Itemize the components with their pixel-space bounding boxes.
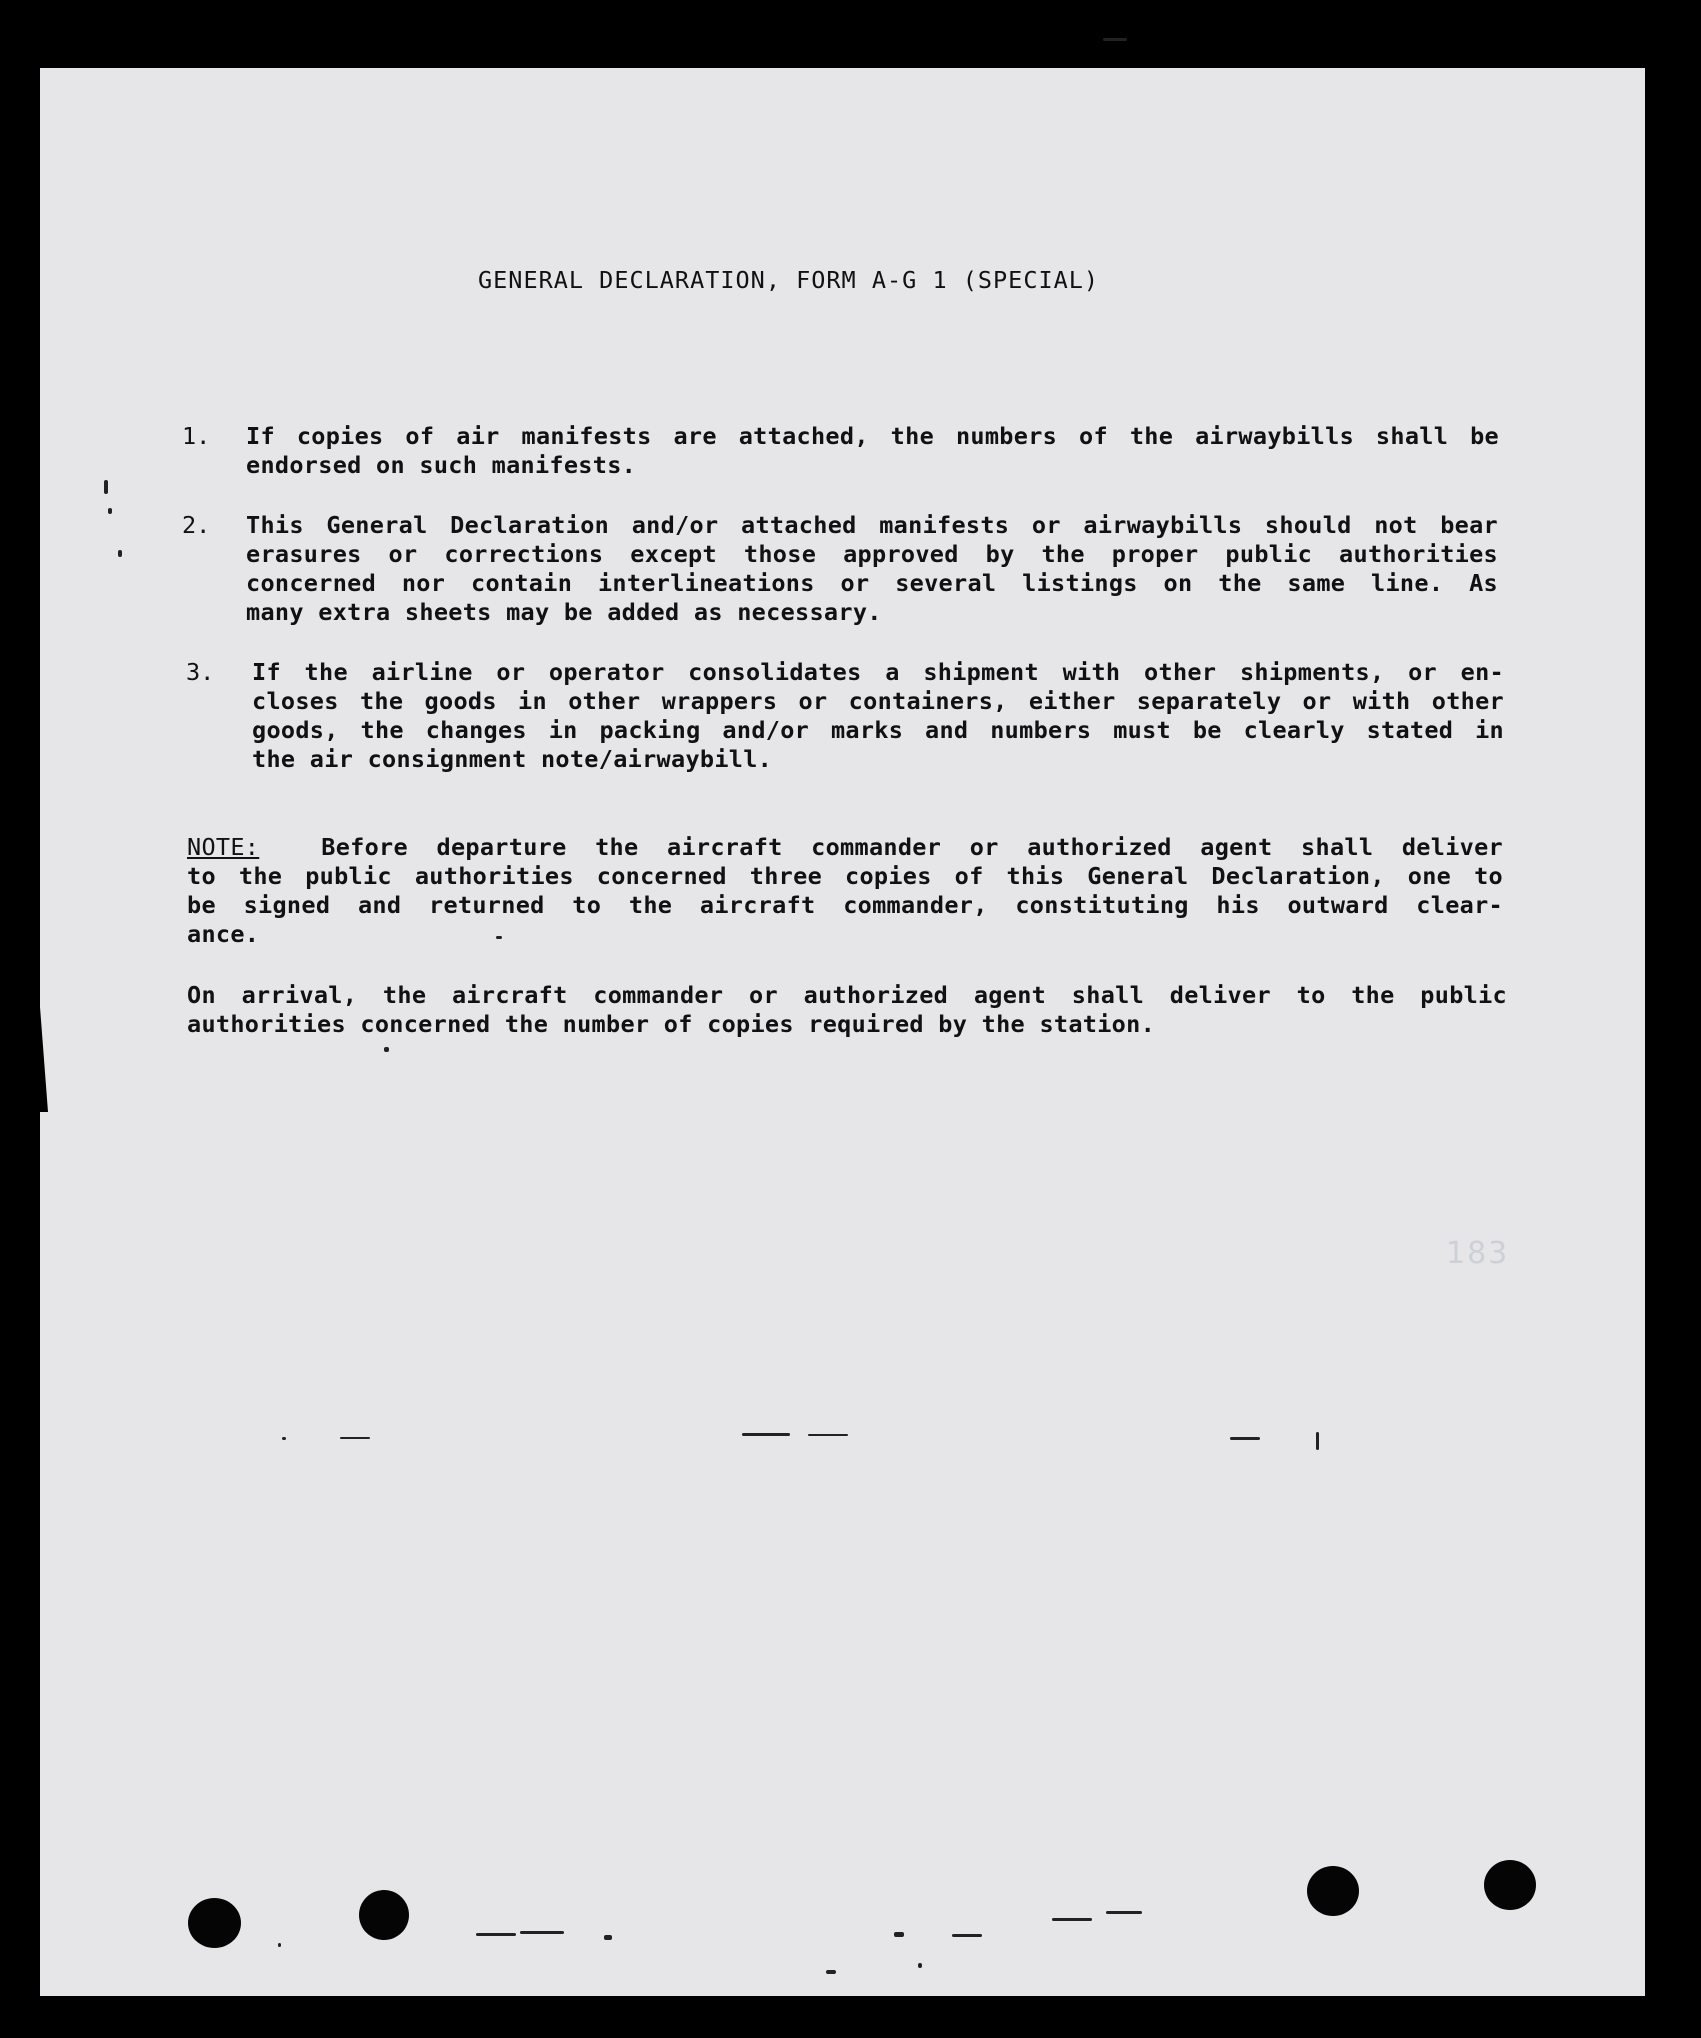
speck <box>918 1963 922 1968</box>
note-line-4: ance. <box>187 920 260 948</box>
item-3-number: 3. <box>186 658 215 686</box>
punch-hole <box>188 1898 241 1948</box>
item-2-number: 2. <box>182 511 211 539</box>
note-line-1 <box>187 833 1503 862</box>
item-1-text <box>246 422 1499 480</box>
note-paragraph <box>187 833 1503 949</box>
speck <box>1316 1432 1319 1450</box>
speck <box>1106 1911 1142 1914</box>
note-line-2: to the public authorities concerned three copies of this General Declaration, one to <box>187 862 1503 890</box>
note-first-line: Before departure the aircraft commander or authorized agent shall deliver <box>321 833 1503 861</box>
speck <box>808 1434 848 1436</box>
item-2-line-2: erasures or corrections except those approved by the proper public authorities <box>246 540 1498 568</box>
speck <box>476 1933 516 1936</box>
item-2-line-3: concerned nor contain interlineations or several listings on the same line. As <box>246 569 1498 597</box>
speck <box>384 1047 389 1052</box>
item-2-line-1: This General Declaration and/or attached manifests or airwaybills should not bear <box>246 511 1498 539</box>
item-3-line-1: If the airline or operator consolidates a shipment with other shipments, or en- <box>252 658 1504 686</box>
speck <box>278 1943 281 1947</box>
margin-speck <box>108 508 112 514</box>
item-3-line-4: the air consignment note/airwaybill. <box>252 745 773 773</box>
item-2-line-4: many extra sheets may be added as necessary. <box>246 598 882 626</box>
speck <box>826 1970 836 1974</box>
speck <box>1103 38 1127 41</box>
speck <box>894 1932 904 1937</box>
speck <box>1052 1918 1092 1921</box>
item-3-line-3: goods, the changes in packing and/or marks and numbers must be clearly stated in <box>252 716 1504 744</box>
punch-hole <box>1484 1860 1536 1910</box>
speck <box>520 1931 564 1934</box>
note-line-3: be signed and returned to the aircraft commander, constituting his outward clear- <box>187 891 1503 919</box>
margin-page-mark: 183 <box>1446 1236 1510 1271</box>
margin-speck <box>118 550 122 557</box>
arrival-line-1: On arrival, the aircraft commander or authorized agent shall deliver to the public <box>187 981 1507 1009</box>
speck <box>282 1437 286 1440</box>
speck <box>340 1437 370 1439</box>
item-1-number: 1. <box>182 422 211 450</box>
arrival-line-2: authorities concerned the number of copies required by the station. <box>187 1010 1156 1038</box>
speck <box>496 936 502 939</box>
item-1-line-1: If copies of air manifests are attached, the numbers of the airwaybills shall be <box>246 422 1499 450</box>
note-label: NOTE: <box>187 833 260 861</box>
speck <box>742 1433 790 1436</box>
document-title: GENERAL DECLARATION, FORM A-G 1 (SPECIAL) <box>478 266 1100 294</box>
speck <box>1230 1437 1260 1440</box>
item-3-text <box>252 658 1504 774</box>
margin-speck <box>104 480 108 494</box>
punch-hole <box>1307 1866 1359 1916</box>
speck <box>952 1934 982 1937</box>
arrival-paragraph <box>187 981 1507 1039</box>
item-3-line-2: closes the goods in other wrappers or containers, either separately or with other <box>252 687 1504 715</box>
speck <box>604 1935 612 1940</box>
punch-hole <box>359 1890 409 1940</box>
item-1-line-2: endorsed on such manifests. <box>246 451 637 479</box>
item-2-text <box>246 511 1498 627</box>
